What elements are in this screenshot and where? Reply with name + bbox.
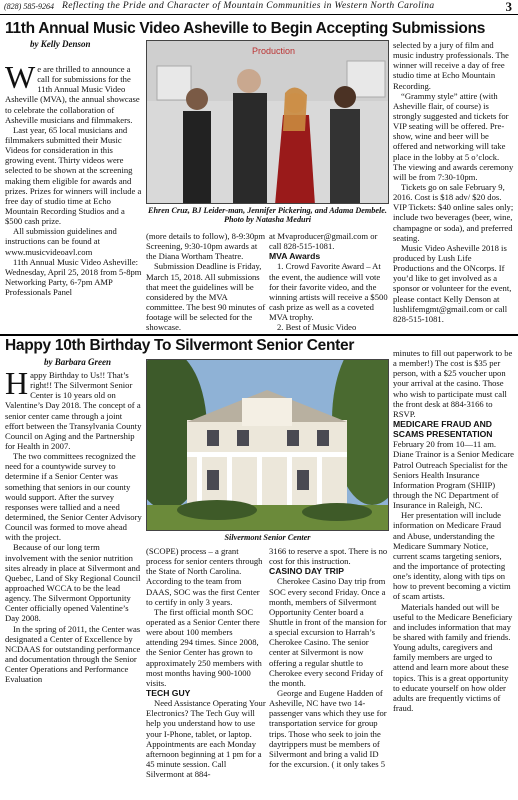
article2-photo (146, 359, 389, 531)
banner-text: Production (252, 46, 296, 56)
article2-dropcap: H (5, 370, 29, 401)
article1-dropcap: W (5, 64, 36, 95)
header-tagline: Reflecting the Pride and Character of Mountain Communities in Western North Carolina (62, 1, 435, 11)
article2-col3: 3166 to reserve a spot. There is no cost for this instruction. CASINO DAY TRIP Cherokee Casino Day trip from SOC every second Friday. Once a month, members of Silvermont Opportunity Center board a Shuttle in front of the mansion for a special excursion to Harrah’s Cherokee Casino. The senior center at Silvermont is now offering a regular shuttle to Cherokee every second Friday of the month. George and Eugene Hadden of Asheville, NC have two 14-passenger vans which they use for transportation service for group trips. Those who seek to join the daytrippers must be members of Silvermont and bring a valid ID for the excursion. ( it only takes 5 (269, 546, 388, 769)
article2-col2: (SCOPE) process – a grant process for senior centers through the State of North Carolina. According to the team from DAAS, SOC was the first Center to certify in only 3 years. The first official month SOC operated as a Senior Center there were about 100 members attending 294 times. Since 2008, the Senior Center has grown to approximately 250 members with most months having 900-1000 visits. TECH GUY Need Assistance Operating Your Electronics? The Tech Guy will help you understand how to use your I-Phone, tablet, or laptop. Appointments are each Monday afternoon beginning at 1 pm for a 45 minute session. Call Silvermont at 884- (146, 546, 266, 780)
header-phone: (828) 585-9264 (4, 2, 54, 11)
article2-title: Happy 10th Birthday To Silvermont Senior Center (5, 337, 355, 354)
article-divider (0, 334, 518, 336)
article2-byline: by Barbara Green (44, 357, 111, 367)
silvermont-mansion-photo (147, 360, 389, 531)
article1-title: 11th Annual Music Video Asheville to Begin Accepting Submissions (5, 20, 486, 37)
article2-col1: Happy Birthday to Us!! That’s right!! The Silvermont Senior Center is 10 years old on Valentine’s Day 2018. The concept of a senior center came through a joint effort between the Transylvania County Council on Aging and the Partnership for Health in 2007. The two committees recognized the need for a countywide survey to determine if a Senior Center was something that seniors in our county would support. After the survey responses were tallied and a need determined, the Senior Center Advisory Council was formed to move ahead with the project. Because of our long term involvement with the senior nutrition sites already in place at Silvermont and Quebec, Land of Sky Regional Council approached WCCA to be the lead agency. The Silvermont Opportunity Center officially opened Valentine’s Day 2008. In the spring of 2011, the Center was designated a Center of Excellence by NCDAAS for outstanding performance and documentation through the Senior Center Operations and Performance Evaluation (5, 370, 142, 685)
article1-byline: by Kelly Denson (30, 39, 91, 49)
article1-col2: (more details to follow), 8-9:30pm Screening, 9:30-10pm awards at the Diana Wortham Theatre. Submission Deadline is Friday, March 15, 2018. All submissions that meet the guidelines will be considered by the MVA committee. The best 90 minutes of footage will be selected for the showcase. (146, 231, 266, 332)
article1-col3: at Mvaproducer@gmail.com or call 828-515-1081. MVA Awards 1. Crowd Favorite Award – At the event, the audience will vote for their favorite video, and the winning artists will receive a $500 cash prize as well as a coveted MVA trophy. 2. Best of Music Video (269, 231, 388, 332)
article1-col4: selected by a jury of film and music industry professionals. The winner will receive a day of free studio time at Echo Mountain Recording. “Grammy style” attire (with Asheville flair, of course) is strongly suggested and tickets for VIP seating will be offered. Pre-show, wine and beer will be offered and networking will take place in the lobby at 5 o’clock. The viewing and awards ceremony will be from 7:30-10pm. Tickets go on sale February 9, 2016. Cost is $18 adv/ $20 dos. VIP Tickets: $40 online sales only; include two beverages (beer, wine, champagne or soda), and preferred seating. Music Video Asheville 2018 is produced by Lush Life Productions and the ONcorps. If you’d like to get involved as a sponsor or volunteer for the event, please contact Kelly Denson at lushlifemgmt@gmail.com or call 828-515-1081. (393, 40, 514, 324)
page-number: 3 (505, 0, 512, 14)
article2-caption: Silvermont Senior Center (224, 533, 311, 542)
article1-caption: Ehren Cruz, BJ Leider-man, Jennifer Pickering, and Adama Dembele. Photo by Natasha Meduri (148, 206, 387, 225)
article1-col1: We are thrilled to announce a call for submissions for the 11th Annual Music Video Asheville (MVA), the annual showcase to celebrate the collaboration of Asheville musicians and filmmakers. Last year, 65 local musicians and filmmakers submitted their Music Videos for consideration in this growing event. Thirty videos were selected to be shown at the screening making them eligible for awards and prizes. Prizes for winners will include a free day of studio time at Echo Mountain Recording Studios and a $500 cash prize. All submission guidelines and instructions can be found at www.musicvideoavl.com 11th Annual Music Video Asheville: Wednesday, April 25, 2018 from 5-8pm Networking Party, 6-7pm AMP Professionals Panel (5, 64, 142, 298)
article2-col4: minutes to fill out paperwork to be a member!) The cost is $35 per person, with a $25 voucher upon your arrival at the casino. Those who wish to participate must call the front desk at 884-3166 to RSVP. MEDICARE FRAUD AND SCAMS PRESENTATION February 20 from 10—11 am. Diane Trainor is a Senior Medicare Patrol Outreach Specialist for the Seniors Health Insurance Information Program (SHIIP) through the NC Department of Insurance in Raleigh, NC. Her presentation will include information on Medicare Fraud and Abuse, understanding the Medicare Summary Notice, current scams targeting seniors, and the importance of protecting one’s identity, along with tips on how to prevent becoming a victim of scam artists. Materials handed out will be useful to the Medicare Beneficiary and includes information that may be shared with family and friends. Young adults, caregivers and family members are urged to attend and learn more about these topics. This is a great opportunity to educate yourself on how older adults are frequently victims of fraud. (393, 348, 514, 713)
article1-photo (146, 40, 389, 204)
page-header (0, 0, 518, 15)
music-video-group-photo (147, 41, 389, 204)
